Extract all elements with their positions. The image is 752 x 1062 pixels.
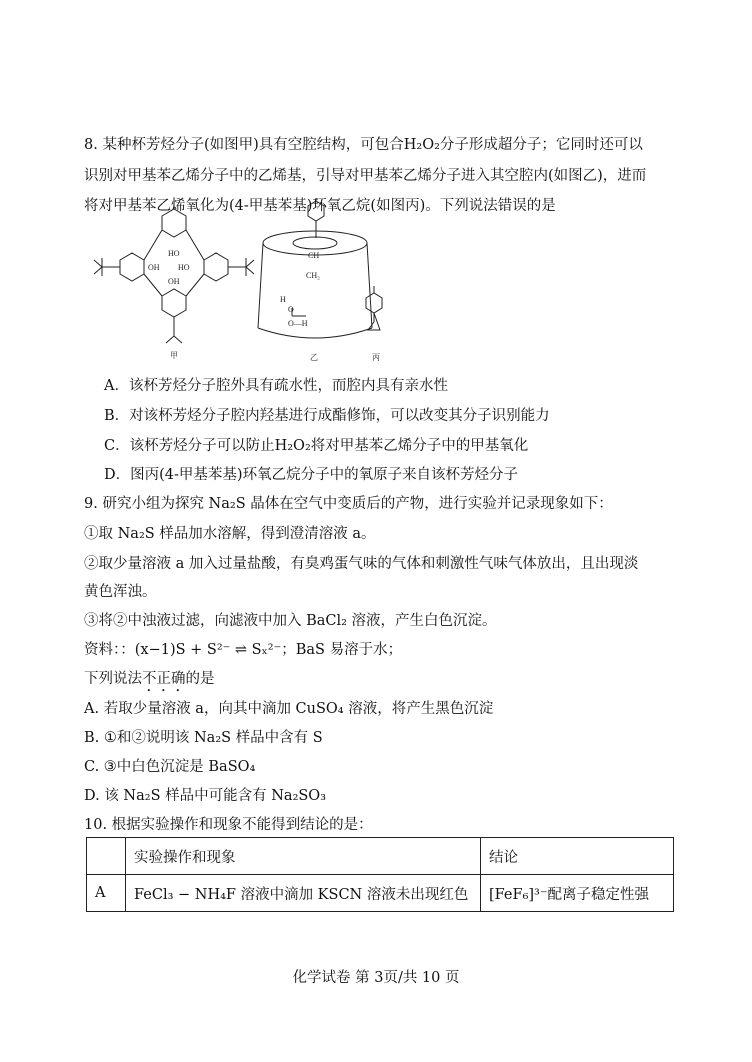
q10-table bbox=[86, 837, 674, 912]
q9-option-b: B. ①和②说明该 Na₂S 样品中含有 S bbox=[84, 730, 323, 746]
table-header-cell: 结论 bbox=[481, 838, 674, 875]
q8-stem-line1: 8. 某种杯芳烃分子(如图甲)具有空腔结构，可包合H₂O₂分子形成超分子；它同时还可以 bbox=[84, 137, 643, 153]
q9-step3: ③将②中浊液过滤，向滤液中加入 BaCl₂ 溶液，产生白色沉淀。 bbox=[84, 613, 497, 629]
fig-label-ch2: CH₂ bbox=[306, 271, 320, 280]
q8-option-d: D．图丙(4-甲基苯基)环氧乙烷分子中的氧原子来自该杯芳烃分子 bbox=[104, 467, 519, 483]
calixarene-figure bbox=[80, 198, 400, 366]
table-header-row bbox=[87, 838, 674, 875]
q9-step1: ①取 Na₂S 样品加水溶解，得到澄清溶液 a。 bbox=[84, 526, 376, 542]
fig-label-yi: 乙 bbox=[310, 353, 318, 362]
table-cell: FeCl₃ − NH₄F 溶液中滴加 KSCN 溶液未出现红色 bbox=[126, 875, 481, 912]
q8-option-b: B．对该杯芳烃分子腔内羟基进行成酯修饰，可以改变其分子识别能力 bbox=[104, 408, 550, 424]
fig-label-o2: O—H bbox=[288, 319, 308, 328]
fig-label-o1: O bbox=[288, 305, 294, 314]
q9-info: 资料：：(x−1)S + S²⁻ ⇌ Sₓ²⁻；BaS 易溶于水； bbox=[84, 642, 403, 658]
q9-prompt-post: 的是 bbox=[185, 671, 215, 687]
q9-option-d: D. 该 Na₂S 样品中可能含有 Na₂SO₃ bbox=[84, 788, 327, 804]
q8-stem-line2: 识别对甲基苯乙烯分子中的乙烯基，引导对甲基苯乙烯分子进入其空腔内(如图乙)，进而 bbox=[84, 168, 647, 184]
table-header-cell bbox=[87, 838, 126, 875]
q9-step2-line2: 黄色浑浊。 bbox=[84, 584, 157, 600]
q8-option-c: C．该杯芳烃分子可以防止H₂O₂将对甲基苯乙烯分子中的甲基氧化 bbox=[104, 438, 529, 454]
fig-label-ho-left: HO bbox=[178, 263, 190, 272]
fig-label-jia: 甲 bbox=[170, 351, 178, 360]
q8-option-a: A．该杯芳烃分子腔外具有疏水性，而腔内具有亲水性 bbox=[104, 378, 448, 394]
fig-label-h: H bbox=[280, 295, 286, 304]
q9-option-c: C. ③中白色沉淀是 BaSO₄ bbox=[84, 759, 256, 775]
q9-prompt-emphasis: 不正确 bbox=[142, 671, 186, 687]
page-footer: 化学试卷 第 3页/共 10 页 bbox=[292, 970, 460, 986]
fig-label-ho-top: HO bbox=[168, 249, 180, 258]
q8-stem-line3: 将对甲基苯乙烯氧化为(4-甲基苯基)环氧乙烷(如图丙)。下列说法错误的是 bbox=[84, 198, 556, 214]
table-cell: [FeF₆]³⁻配离子稳定性强 bbox=[481, 875, 674, 912]
q10-stem: 10. 根据实验操作和现象不能得到结论的是： bbox=[84, 817, 373, 833]
fig-label-ch: CH bbox=[308, 251, 320, 260]
fig-label-bing: 丙 bbox=[372, 353, 380, 362]
fig-label-oh-left: OH bbox=[148, 263, 160, 272]
q9-option-a: A. 若取少量溶液 a，向其中滴加 CuSO₄ 溶液，将产生黑色沉淀 bbox=[84, 701, 494, 717]
fig-label-oh-bottom: OH bbox=[168, 277, 180, 286]
table-cell: A bbox=[87, 875, 126, 912]
q9-stem: 9. 研究小组为探究 Na₂S 晶体在空气中变质后的产物，进行实验并记录现象如下： bbox=[84, 496, 613, 512]
q9-prompt-pre: 下列说法 bbox=[84, 671, 142, 687]
table-header-cell: 实验操作和现象 bbox=[126, 838, 481, 875]
table-row bbox=[87, 875, 674, 912]
q9-step2-line1: ②取少量溶液 a 加入过量盐酸，有臭鸡蛋气味的气体和刺激性气味气体放出，且出现淡 bbox=[84, 556, 639, 572]
q9-prompt bbox=[84, 669, 215, 695]
